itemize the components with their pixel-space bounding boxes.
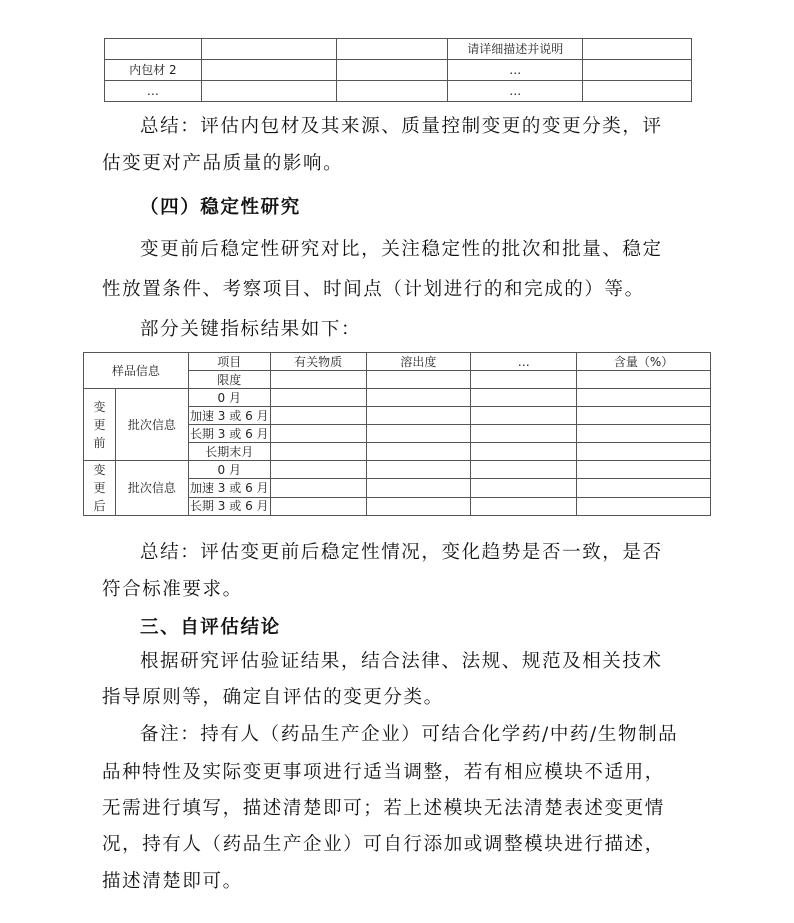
table-cell [471,497,577,515]
table-cell [577,407,711,425]
paragraph-line: 性放置条件、考察项目、时间点（计划进行的和完成的）等。 [102,279,645,300]
table-cell [583,60,692,81]
paragraph-line: 变更前后稳定性研究对比，关注稳定性的批次和批量、稳定 [140,239,663,260]
table-cell: … [448,81,583,102]
column-header: 溶出度 [366,353,471,371]
paragraph-line: 根据研究评估验证结果，结合法律、法规、规范及相关技术 [140,651,663,672]
sample-info-header: 样品信息 [84,353,189,389]
table-cell [471,461,577,479]
timepoint-cell: 长期 3 或 6 月 [189,426,269,441]
table-cell [201,60,336,81]
table-cell [471,443,577,461]
remarks-line: 无需进行填写，描述清楚即可；若上述模块无法清楚表述变更情 [102,798,665,819]
table-cell [577,371,711,389]
table-cell: 内包材 2 [105,60,202,81]
table-cell [270,407,366,425]
table-cell [366,479,471,497]
table-cell: 请详细描述并说明 [448,39,583,60]
summary-line: 符合标准要求。 [102,579,243,600]
remarks-line: 况，持有人（药品生产企业）可自行添加或调整模块进行描述， [102,834,665,855]
column-header: 含量（%） [577,353,711,371]
remarks-line: 备注：持有人（药品生产企业）可结合化学药/中药/生物制品 [140,724,679,745]
table-cell [366,461,471,479]
table-cell [336,60,448,81]
table-row [84,389,711,407]
table-row [105,81,692,102]
table-cell [577,497,711,515]
section-heading-stability: （四）稳定性研究 [140,197,301,218]
item-header: 项目 [188,353,270,371]
remarks-line: 品种特性及实际变更事项进行适当调整，若有相应模块不适用， [102,762,665,783]
table-cell [471,389,577,407]
column-header: 有关物质 [270,353,366,371]
table-cell [366,425,471,443]
table-cell [583,39,692,60]
remarks-line: 描述清楚即可。 [102,871,243,892]
table-cell [105,39,202,60]
batch-info-label: 批次信息 [115,461,188,516]
table-cell [366,371,471,389]
key-results-intro: 部分关键指标结果如下： [140,319,362,340]
table-cell [471,407,577,425]
table-cell [270,425,366,443]
summary-line: 总结：评估内包材及其来源、质量控制变更的变更分类，评 [140,116,663,137]
table-cell [577,425,711,443]
table-cell [471,479,577,497]
after-change-text: 变更后 [93,463,106,513]
table-cell [471,425,577,443]
timepoint-cell: 加速 3 或 6 月 [188,479,270,497]
table-cell [270,389,366,407]
before-change-label [84,389,116,461]
table-cell [201,39,336,60]
table-cell [366,443,471,461]
table-cell [577,461,711,479]
table-cell [366,407,471,425]
table-row [105,39,692,60]
timepoint-cell: 长期 3 或 6 月 [188,497,270,515]
table-row [84,353,711,371]
table-cell [270,443,366,461]
timepoint-cell: 长期末月 [188,443,270,461]
limit-header: 限度 [188,371,270,389]
timepoint-cell: 0 月 [188,389,270,407]
table-cell [336,39,448,60]
table-cell [270,461,366,479]
table-cell [336,81,448,102]
summary-line: 总结：评估变更前后稳定性情况，变化趋势是否一致，是否 [140,542,663,563]
timepoint-cell: 加速 3 或 6 月 [189,408,269,423]
before-change-text: 变更前 [93,399,106,450]
paragraph-line: 指导原则等，确定自评估的变更分类。 [102,687,444,708]
summary-line: 估变更对产品质量的影响。 [102,153,344,174]
table-cell [577,479,711,497]
table-row [105,60,692,81]
table-cell [577,443,711,461]
table-cell [270,497,366,515]
table-cell [201,81,336,102]
batch-info-label: 批次信息 [115,389,188,461]
timepoint-cell: 0 月 [188,461,270,479]
table-cell [366,389,471,407]
table-cell [583,81,692,102]
table-cell [270,371,366,389]
after-change-label [84,461,116,516]
table-cell: … [105,81,202,102]
packaging-material-table [104,38,692,102]
table-row [84,461,711,479]
column-header: … [471,353,577,371]
section-heading-conclusion: 三、自评估结论 [140,617,281,638]
table-cell [577,389,711,407]
table-cell: … [448,60,583,81]
table-cell [471,371,577,389]
table-cell [366,497,471,515]
stability-results-table [83,352,711,516]
table-cell [270,479,366,497]
